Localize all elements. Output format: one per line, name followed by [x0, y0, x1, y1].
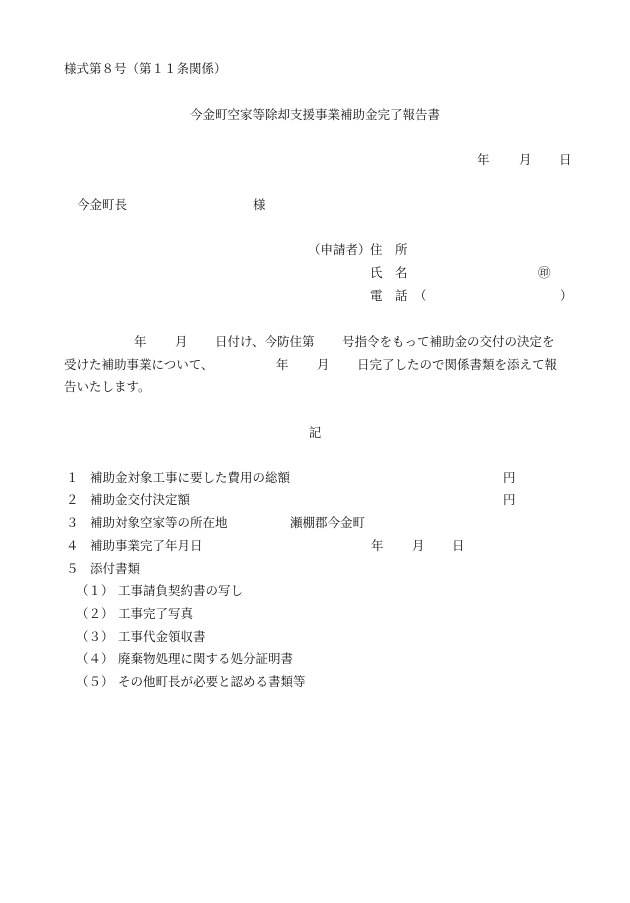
- phone-open-paren: （: [414, 288, 427, 303]
- attachment-label: 工事完了写真: [118, 606, 194, 621]
- phone-label: 電 話: [370, 288, 408, 303]
- date-month: 月: [519, 152, 532, 167]
- date-day: 日: [559, 152, 572, 167]
- address-label: 住 所: [370, 242, 408, 257]
- body-month-2: 月: [317, 357, 330, 372]
- item-label: 添付書類: [90, 561, 141, 576]
- item-label: 補助対象空家等の所在地: [90, 515, 228, 530]
- item-year: 年: [371, 538, 384, 553]
- item-number: ５: [66, 561, 79, 576]
- body-line1-text: 日付け、今防住第: [215, 334, 315, 349]
- name-label: 氏 名: [370, 265, 408, 280]
- body-line2-rest: 日完了したので関係書類を添えて報: [357, 357, 558, 372]
- attachment-number: （２）: [76, 606, 114, 621]
- applicant-label: （申請者）: [308, 242, 371, 257]
- item-value: 瀬棚郡今金町: [290, 515, 366, 530]
- item-label: 補助金交付決定額: [90, 492, 191, 507]
- attachment-number: （３）: [76, 629, 114, 644]
- attachment-number: （４）: [76, 651, 114, 666]
- form-number: 様式第８号（第１１条関係）: [64, 61, 227, 76]
- attachment-label: その他町長が必要と認める書類等: [118, 674, 306, 689]
- ki-heading: 記: [308, 425, 322, 440]
- attachment-label: 工事請負契約書の写し: [118, 583, 244, 598]
- item-unit: 円: [503, 492, 516, 507]
- body-line2-start: 受けた補助事業について、: [64, 357, 214, 372]
- body-month-1: 月: [175, 334, 188, 349]
- item-label: 補助事業完了年月日: [90, 538, 203, 553]
- attachment-number: （１）: [76, 583, 114, 598]
- date-year: 年: [477, 152, 490, 167]
- item-day: 日: [452, 538, 465, 553]
- item-label: 補助金対象工事に要した費用の総額: [90, 470, 291, 485]
- item-number: １: [66, 470, 79, 485]
- phone-close-paren: ）: [560, 288, 573, 303]
- attachment-label: 工事代金領収書: [118, 629, 206, 644]
- body-line3: 告いたします。: [64, 379, 151, 394]
- addressee-honorific: 様: [253, 197, 266, 212]
- attachment-number: （５）: [76, 674, 114, 689]
- item-unit: 円: [503, 470, 516, 485]
- item-number: ２: [66, 492, 79, 507]
- attachment-label: 廃棄物処理に関する処分証明書: [118, 651, 294, 666]
- body-year-1: 年: [134, 334, 147, 349]
- item-month: 月: [412, 538, 425, 553]
- body-line1-text2: 号指令をもって補助金の交付の決定を: [342, 334, 555, 349]
- seal-mark: ㊞: [538, 265, 551, 280]
- body-year-2: 年: [276, 357, 289, 372]
- addressee-name: 今金町長: [77, 197, 128, 212]
- document-title: 今金町空家等除却支援事業補助金完了報告書: [189, 107, 440, 122]
- item-number: ４: [66, 538, 79, 553]
- item-number: ３: [66, 515, 79, 530]
